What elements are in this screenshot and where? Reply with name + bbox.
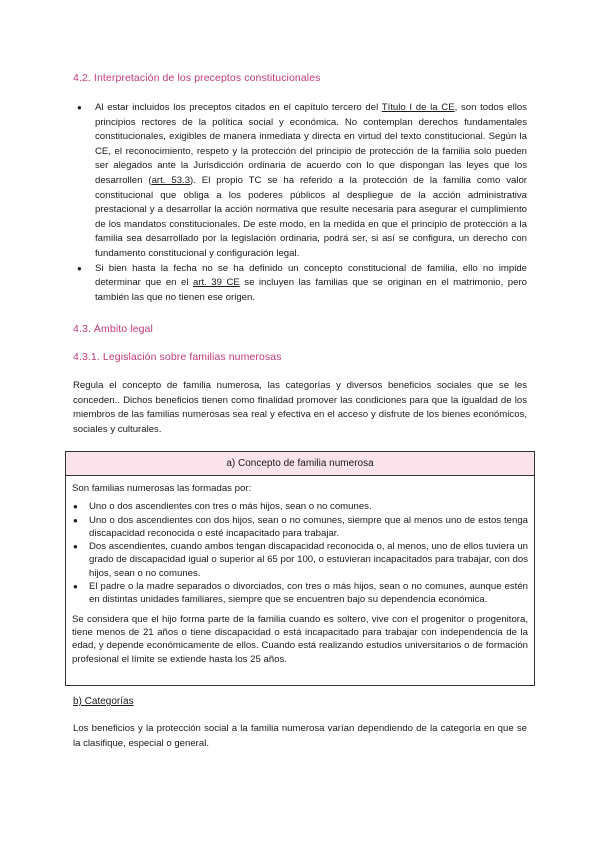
- titulo-i-ce-link[interactable]: Título I de la CE: [381, 102, 455, 113]
- list-item: ● Uno o dos ascendientes con tres o más hijos, sean o no comunes.: [72, 500, 528, 513]
- categorias-paragraph: Los beneficios y la protección social a la familia numerosa varían dependiendo de la categoría en que se la clasifique, especial o general.: [73, 723, 527, 749]
- list-item: ● Al estar incluidos los preceptos citados en el capítulo tercero del Título I de la CE, son todos ellos principios rectores de la política social y económica. No contemplan derechos fundamentales constitucionales, exigibles de manera inmediata y directa en virtud del texto constitucional. Según la CE, el reconocimiento, respeto y la protección del principio de protección de la familia solo pueden ser alegados ante la Jurisdicción ordinaria de acuerdo con lo que dispongan las leyes que los desarrollen (art. 53.3). El propio TC se ha referido a la protección de la familia como valor constitucional que obliga a los poderes públicos al despliegue de la acción administrativa prestacional y a desarrollar la acción normativa que resulte necesaria para asegurar el cumplimiento de los mandatos constitucionales. De este modo, en la medida en que el principio de protección a la familia sea desarrollado por la legislación ordinaria, podrá ser, si así se configura, un derecho con fundamento constitucional y configuración legal.: [75, 101, 527, 262]
- concept-box-intro: Son familias numerosas las formadas por:: [72, 483, 252, 494]
- heading-4-3: 4.3. Ámbito legal: [73, 323, 153, 335]
- list-item: ● Si bien hasta la fecha no se ha definido un concepto constitucional de familia, ello no impide determinar que en el art. 39 CE se incluyen las familias que se originan en el matrimonio, pero también las que no tienen ese origen.: [75, 262, 527, 306]
- art-53-3-link[interactable]: art. 53.3: [151, 174, 191, 186]
- art-39-ce-link[interactable]: art. 39 CE: [192, 277, 240, 289]
- concept-box: [65, 451, 535, 686]
- heading-4-3-1: 4.3.1. Legislación sobre familias numerosas: [73, 351, 282, 363]
- list-item: ● Uno o dos ascendientes con dos hijos, sean o no comunes, siempre que al menos uno de estos tenga discapacidad reconocida o esté incapacitado para trabajar.: [72, 514, 528, 541]
- list-item: ● El padre o la madre separados o divorciados, con tres o más hijos, sean o no comunes, aunque estén en distintas unidades familiares, siempre que se encuentren bajo su dependencia económica.: [72, 580, 528, 607]
- heading-4-2: 4.2. Interpretación de los preceptos constitucionales: [73, 72, 321, 84]
- list-item: ● Dos ascendientes, cuando ambos tengan discapacidad reconocida o, al menos, uno de ellos tuviera un grado de discapacidad igual o superior al 65 por 100, o estuvieran incapacitados para trabajar, con dos hijos, sean o no comunes.: [72, 540, 528, 580]
- concept-box-list: [72, 500, 528, 606]
- intro-paragraph: Regula el concepto de familia numerosa, las categorías y diversos beneficios sociales que se les conceden.. Dichos beneficios tienen como finalidad promover las condiciones para que la igualdad de los miembros de las familias numerosas sea real y efectiva en el acceso y disfrute de los bienes económicos, sociales y culturales.: [73, 380, 527, 435]
- categorias-heading: b) Categorías: [73, 696, 134, 707]
- concept-box-title: a) Concepto de familia numerosa: [66, 452, 534, 476]
- concept-box-body: [66, 476, 534, 666]
- concept-box-closing: Se considera que el hijo forma parte de la familia cuando es soltero, vive con el progenitor o progenitora, tiene menos de 21 años o tiene discapacidad o está incapacitado para trabajar con independencia de la edad, y depende económicamente de ellos. Cuando está realizando estudios universitarios o de formación profesional el límite se extiende hasta los 25 años.: [72, 613, 528, 665]
- bullet-list-4-2: [75, 101, 527, 305]
